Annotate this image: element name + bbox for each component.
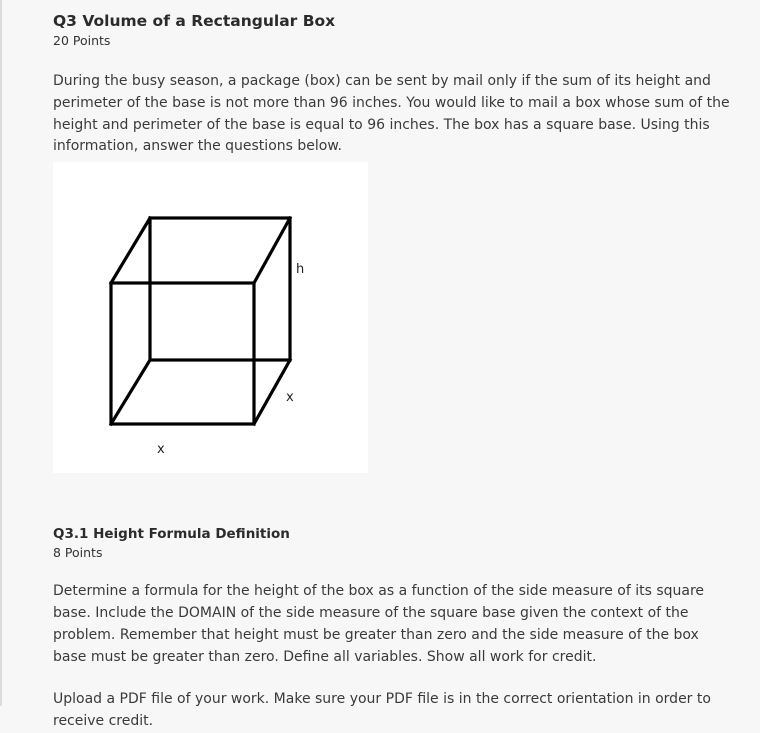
subquestion-description: Determine a formula for the height of the box as a function of the side measure of its square base. Include the DOMAIN of the side measure of the square base given the context of the problem. Remember that height must be greater than zero and the side measure of the box base must be greater than zero. Define all variables. Show all work for credit. [53,583,705,665]
question-points: 20 Points [53,33,111,48]
question-intro: During the busy season, a package (box) can be sent by mail only if the sum of its height and perimeter of the base is not more than 96 inches. You would like to mail a box whose sum of the height and perimeter of the base is equal to 96 inches. The box has a square base. Using this information, answer the questions below. [53,73,730,155]
left-border [0,0,2,706]
label-depth: x [286,390,294,406]
label-height: h [296,262,305,278]
back-face [150,218,290,360]
subquestion-title: Q3.1 Height Formula Definition [53,526,290,543]
box-diagram [53,162,368,473]
edge-top-left [111,218,150,283]
label-width: x [157,442,165,458]
upload-instructions: Upload a PDF file of your work. Make sure your PDF file is in the correct orientation in order to receive credit. [53,691,711,730]
subquestion-points: 8 Points [53,545,103,561]
front-face [111,283,254,424]
question-panel [53,10,733,733]
question-title: Q3 Volume of a Rectangular Box [53,12,336,30]
edge-bottom-left [111,360,150,424]
edge-top-right [254,218,290,283]
box-drawing [53,162,368,473]
edge-bottom-right [254,360,290,424]
